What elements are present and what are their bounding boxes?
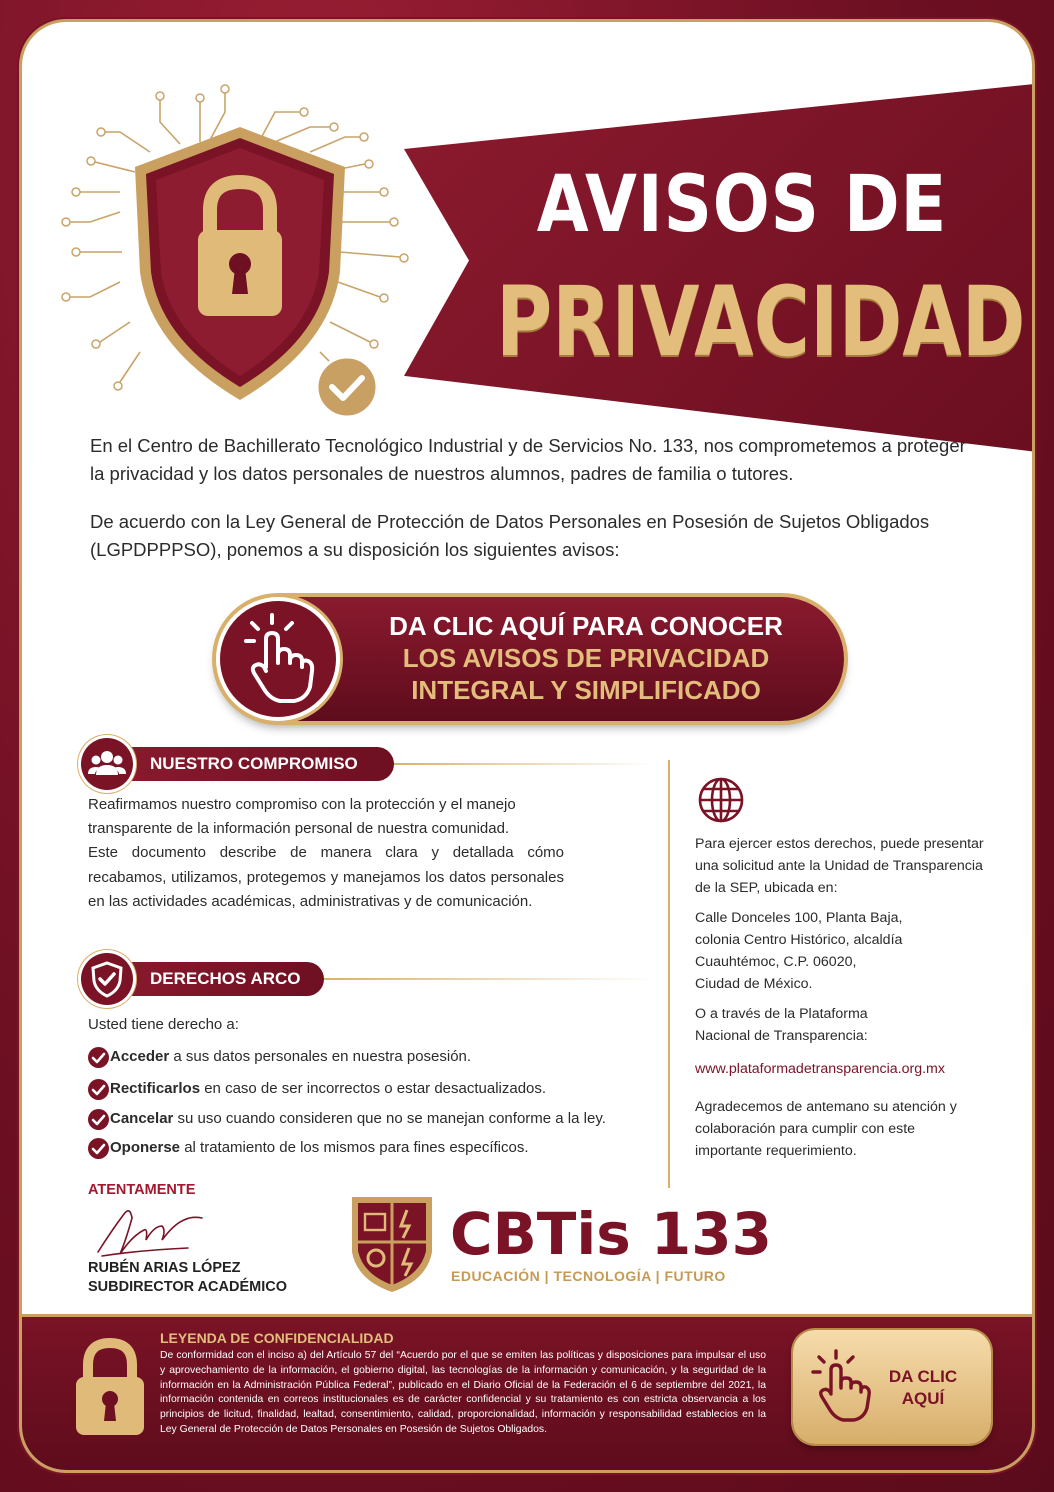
privacy-notices-button[interactable] (216, 597, 844, 721)
thanks-text: Agradecemos de antemano su atención y colaboración para cumplir con este importante requerimiento. (695, 1099, 957, 1159)
derechos-intro: Usted tiene derecho a: (88, 1016, 239, 1033)
shield-lock-icon (60, 82, 420, 422)
derecho-item: Oponerse al tratamiento de los mismos para fines específicos. (110, 1139, 529, 1156)
footer-text: De conformidad con el inciso a) del Artículo 57 del “Acuerdo por el que se emiten las políticas y disposiciones para impulsar el uso y aprovechamiento de la información, el gobierno digital, las tecnologías de la información y comunicación, y la seguridad de la información en la Administración Pública Federal”, publicado en el Diario Oficial de la Federación el 6 de septiembre del 2021, la información contenida en correos institucionales es de carácter confidencial y su tratamiento es con estricta observancia a los principios de licitud, finalidad, lealtad, consentimiento, calidad, proporcionalidad, información y responsabilidad establecios en la Ley General de Protección de Datos Personales en Posesión de Sujetos Obligados. (160, 1350, 766, 1435)
brand-name: CBTis 133 (450, 1200, 773, 1268)
platform-text-2: Nacional de Transparencia: (695, 1028, 868, 1044)
padlock-icon (72, 1337, 148, 1437)
address-line-1: Calle Donceles 100, Planta Baja, (695, 910, 903, 926)
compromiso-line-1: Reafirmamos nuestro compromiso con la protección y el manejo (88, 796, 516, 813)
address-line-3: Cuauhtémoc, C.P. 06020, (695, 954, 857, 970)
address-line-4: Ciudad de México. (695, 976, 813, 992)
derecho-item: Cancelar su uso cuando consideren que no se manejan conforme a la ley. (110, 1110, 606, 1127)
derecho-item: Rectificarlos en caso de ser incorrectos o estar desactualizados. (110, 1080, 547, 1097)
platform-text-1: O a través de la Plataforma (695, 1006, 868, 1022)
cta-line-1: DA CLIC AQUÍ PARA CONOCER (389, 611, 783, 641)
users-icon (81, 738, 133, 790)
footer-title: LEYENDA DE CONFIDENCIALIDAD (160, 1330, 394, 1346)
column-divider (668, 760, 670, 1188)
compromiso-heading: NUESTRO COMPROMISO (110, 747, 394, 781)
section-divider (394, 763, 654, 765)
title-line-1: AVISOS DE (536, 160, 948, 250)
signature-scribble (92, 1200, 212, 1262)
crest-icon (347, 1192, 437, 1296)
check-badge-icon (317, 357, 377, 417)
cta-line-2: LOS AVISOS DE PRIVACIDAD (402, 643, 770, 673)
transparency-link[interactable]: www.plataformadetransparencia.org.mx (695, 1061, 945, 1077)
footer-button-label: DA CLIC AQUÍ (888, 1367, 958, 1408)
check-icon (88, 1138, 109, 1159)
exercise-rights-text: Para ejercer estos derechos, puede presentar una solicitud ante la Unidad de Transparencia de la SEP, ubicada en: (695, 836, 984, 896)
footer-click-button[interactable] (793, 1330, 991, 1444)
check-icon (88, 1109, 109, 1130)
check-icon (88, 1079, 109, 1100)
signature-label: ATENTAMENTE (88, 1182, 196, 1198)
shield-check-icon (81, 953, 133, 1005)
compromiso-paragraph: Este documento describe de manera clara y detallada cómo recabamos, utilizamos, protegemos y manejamos los datos personales en las actividades académicas, administrativas y de comunicación. (88, 844, 564, 910)
intro-paragraph-2: De acuerdo con la Ley General de Protección de Datos Personales en Posesión de Sujetos Obligados (LGPDPPPSO), ponemos a su disposición los siguientes avisos: (90, 511, 930, 560)
poster-card (22, 22, 1032, 1470)
section-divider (324, 978, 654, 980)
globe-icon (695, 774, 747, 826)
pointer-hand-icon (809, 1346, 875, 1426)
title-line-2: PRIVACIDAD (496, 266, 1026, 378)
signer-role: SUBDIRECTOR ACADÉMICO (88, 1279, 287, 1295)
check-icon (88, 1047, 109, 1068)
compromiso-line-2: transparente de la información personal de nuestra comunidad. (88, 820, 510, 837)
intro-paragraph-1: En el Centro de Bachillerato Tecnológico Industrial y de Servicios No. 133, nos comprometemos a proteger la privacidad y los datos personales de nuestros alumnos, padres de familia o tutores. (90, 435, 966, 484)
address-line-2: colonia Centro Histórico, alcaldía (695, 932, 903, 948)
derechos-heading: DERECHOS ARCO (110, 962, 324, 996)
signer-name: RUBÉN ARIAS LÓPEZ (88, 1260, 241, 1276)
derecho-item: Acceder a sus datos personales en nuestra posesión. (110, 1048, 472, 1065)
pointer-hand-icon (220, 601, 336, 717)
cta-line-3: INTEGRAL Y SIMPLIFICADO (411, 675, 761, 705)
brand-tagline: EDUCACIÓN | TECNOLOGÍA | FUTURO (451, 1268, 726, 1284)
